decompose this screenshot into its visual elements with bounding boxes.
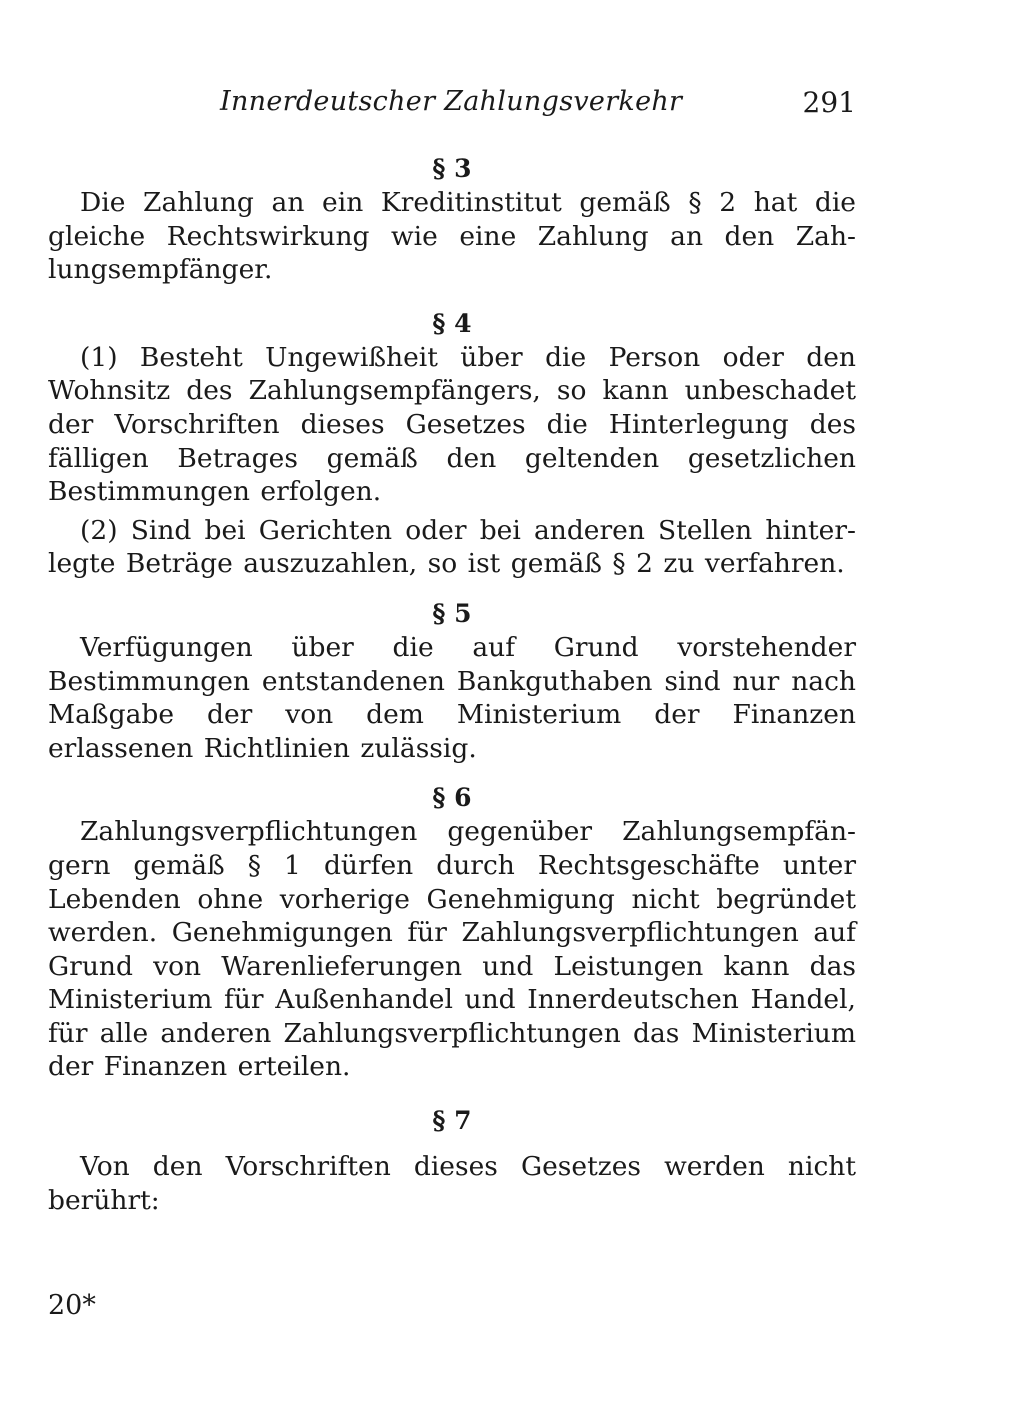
body-text: [48, 152, 856, 1217]
section-heading: § 6: [432, 783, 472, 813]
paragraph: (2) Sind bei Gerichten oder bei anderen Stellen hinterlegte Beträge auszuzahlen, so ist gemäß § 2 zu verfahren.: [48, 514, 856, 580]
section-7: [48, 1104, 856, 1217]
section-heading: § 4: [432, 308, 472, 338]
running-title: Innerdeutscher Zahlungsverkehr: [220, 86, 683, 117]
section-heading: § 3: [432, 154, 472, 183]
section-heading: § 5: [432, 598, 472, 628]
page-number: 291: [802, 86, 856, 119]
section-5: [48, 597, 856, 765]
section-3: [48, 152, 856, 287]
document-page: [48, 0, 856, 1424]
paragraph: Zahlungsverpflichtungen gegenüber Zahlungsempfängern gemäß § 1 dürfen durch Rechtsgeschäfte unter Lebenden ohne vorherige Genehmigung nicht begründet werden. Genehmigungen für Zahlungsverpflichtungen auf Grund von Warenlieferungen und Leistungen kann das Ministerium für Außenhandel und Innerdeutschen Handel, für alle anderen Zahlungsverpflichtungen das Ministerium der Finanzen erteilen.: [48, 816, 856, 1083]
paragraph: (1) Besteht Ungewißheit über die Person oder den Wohnsitz des Zahlungsempfängers, so kann unbeschadet der Vorschriften dieses Gesetzes die Hinterlegung des fälligen Betrages gemäß den geltenden gesetzlichen Bestimmungen erfolgen.: [48, 341, 856, 508]
section-6: [48, 781, 856, 1084]
paragraph: Die Zahlung an ein Kreditinstitut gemäß § 2 hat die gleiche Rechtswirkung wie eine Zahlung an den Zahlungsempfänger.: [48, 187, 856, 286]
running-head: [48, 86, 856, 126]
paragraph: Von den Vorschriften dieses Gesetzes werden nicht berührt:: [48, 1151, 856, 1216]
printer-signature: 20*: [48, 1290, 96, 1321]
section-heading: § 7: [432, 1106, 472, 1136]
section-4: [48, 307, 856, 581]
paragraph: Verfügungen über die auf Grund vorstehender Bestimmungen entstandenen Bankguthaben sind nur nach Maßgabe der von dem Ministerium der Finanzen erlassenen Richtlinien zulässig.: [48, 631, 856, 764]
